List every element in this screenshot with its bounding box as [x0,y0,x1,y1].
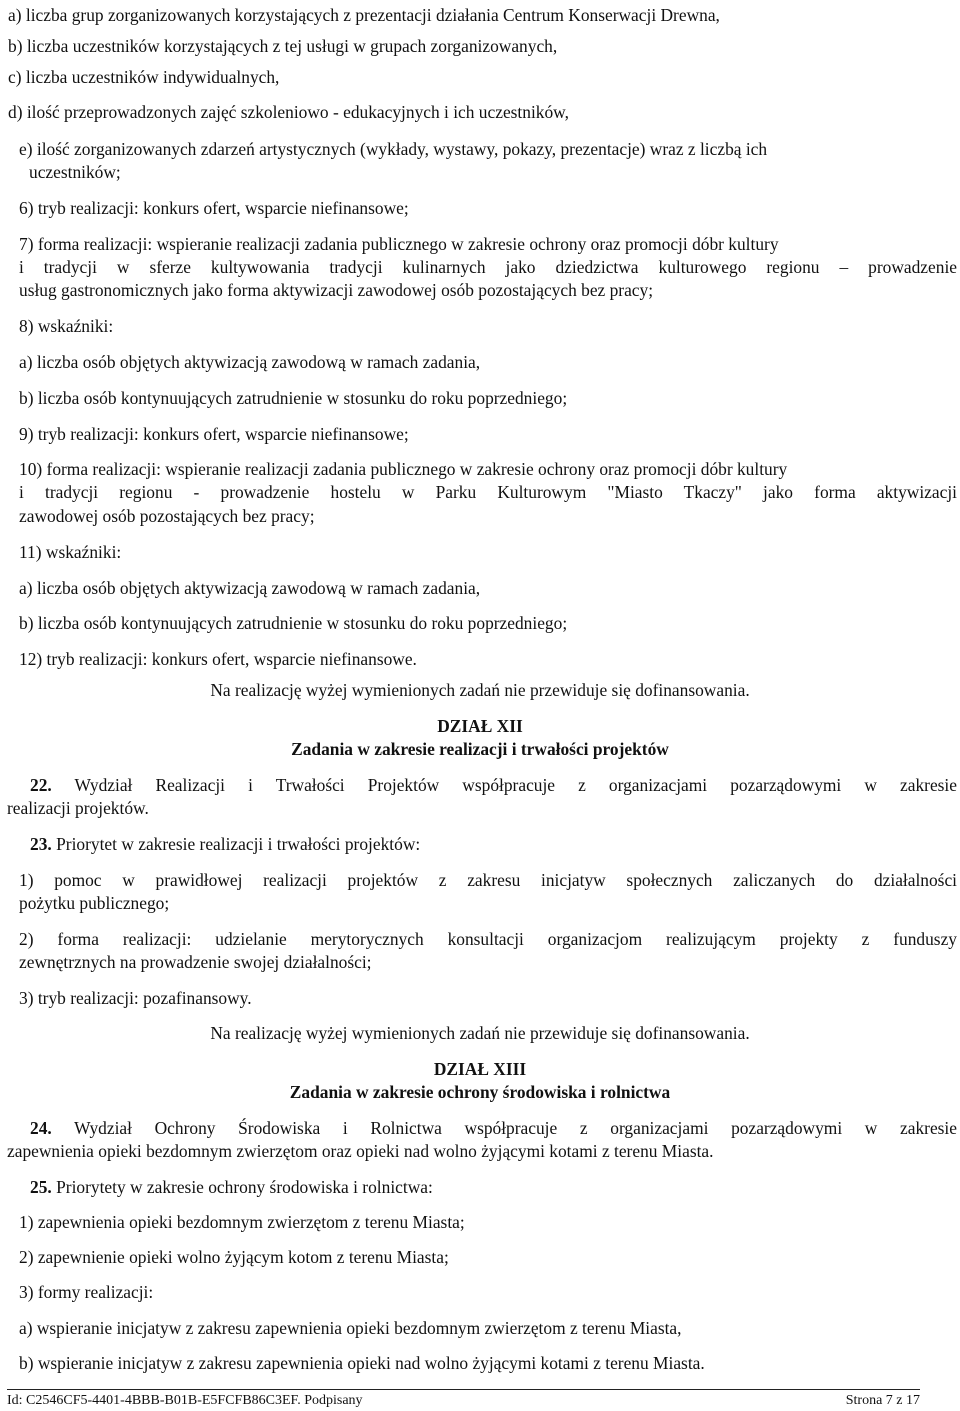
paragraph-number: 24. [30,1118,52,1138]
paragraph-text: Wydział Ochrony Środowiska i Rolnictwa współpracuje z organizacjami pozarządowymi w zakresie [74,1118,957,1138]
paragraph-text: Wydział Realizacji i Trwałości Projektów współpracuje z organizacjami pozarządowymi w zakresie [74,775,957,795]
list-item: a) wspieranie inicjatyw z zakresu zapewnienia opieki bezdomnym zwierzętom z terenu Miasta, [19,1318,682,1338]
list-item: zewnętrznych na prowadzenie swojej działalności; [19,952,372,972]
funding-note: Na realizację wyżej wymienionych zadań nie przewiduje się dofinansowania. [210,680,750,700]
list-item: 7) forma realizacji: wspieranie realizacji zadania publicznego w zakresie ochrony oraz promocji dóbr kultury [19,234,779,254]
list-item: 10) forma realizacji: wspieranie realizacji zadania publicznego w zakresie ochrony oraz promocji dóbr kultury [19,459,788,479]
section-heading: DZIAŁ XIII [433,1059,527,1079]
list-item: 6) tryb realizacji: konkurs ofert, wsparcie niefinansowe; [19,198,409,218]
paragraph-23 [30,833,420,855]
list-item: b) liczba osób kontynuujących zatrudnienie w stosunku do roku poprzedniego; [19,613,568,633]
list-item: 3) formy realizacji: [19,1282,154,1302]
list-item: 1) zapewnienia opieki bezdomnym zwierzętom z terenu Miasta; [19,1212,465,1232]
paragraph-text: zapewnienia opieki bezdomnym zwierzętom oraz opieki nad wolno żyjącymi kotami z terenu Miasta. [7,1141,714,1161]
paragraph-number: 22. [30,775,52,795]
list-item: 2) zapewnienie opieki wolno żyjącym kotom z terenu Miasta; [19,1247,449,1267]
list-item: d) ilość przeprowadzonych zajęć szkoleniowo - edukacyjnych i ich uczestników, [8,102,569,122]
funding-note: Na realizację wyżej wymienionych zadań nie przewiduje się dofinansowania. [210,1023,750,1043]
list-item: b) liczba uczestników korzystających z tej usługi w grupach zorganizowanych, [8,36,558,56]
list-item: a) liczba osób objętych aktywizacją zawodową w ramach zadania, [19,352,481,372]
paragraph-25 [30,1176,433,1198]
list-item: usług gastronomicznych jako forma aktywizacji zawodowej osób pozostających bez pracy; [19,280,654,300]
paragraph-number: 23. [30,834,52,854]
list-item: b) liczba osób kontynuujących zatrudnienie w stosunku do roku poprzedniego; [19,388,568,408]
list-item: 9) tryb realizacji: konkurs ofert, wsparcie niefinansowe; [19,424,409,444]
footer-divider [7,1389,920,1390]
page-number: Strona 7 z 17 [845,1393,920,1408]
list-item: c) liczba uczestników indywidualnych, [8,67,280,87]
list-item: zawodowej osób pozostających bez pracy; [19,506,315,526]
list-item: e) ilość zorganizowanych zdarzeń artystycznych (wykłady, wystawy, pokazy, prezentacje) wraz z liczbą ich [19,139,768,159]
paragraph-22 [30,774,957,796]
document-id: Id: C2546CF5-4401-4BBB-B01B-E5FCFB86C3EF. Podpisany [7,1393,363,1408]
list-item: 12) tryb realizacji: konkurs ofert, wsparcie niefinansowe. [19,649,417,669]
list-item: a) liczba osób objętych aktywizacją zawodową w ramach zadania, [19,578,481,598]
list-item: i tradycji regionu - prowadzenie hostelu w Parku Kulturowym "Miasto Tkaczy" jako forma aktywizacji [19,482,957,502]
list-item: pożytku publicznego; [19,893,170,913]
list-item: 1) pomoc w prawidłowej realizacji projektów z zakresu inicjatyw społecznych zaliczanych do działalności [19,870,957,890]
section-title: Zadania w zakresie ochrony środowiska i rolnictwa [289,1082,671,1102]
list-item: 11) wskaźniki: [19,542,122,562]
list-item: 2) forma realizacji: udzielanie merytorycznych konsultacji organizacjom realizującym projekty z funduszy [19,929,957,949]
list-item: i tradycji w sferze kultywowania tradycji kulinarnych jako dziedzictwa kulturowego regionu – prowadzenie [19,257,957,277]
list-item: uczestników; [29,162,121,182]
section-title: Zadania w zakresie realizacji i trwałości projektów [291,739,669,759]
section-heading: DZIAŁ XII [437,716,523,736]
paragraph-text: realizacji projektów. [7,798,149,818]
list-item: b) wspieranie inicjatyw z zakresu zapewnienia opieki nad wolno żyjącymi kotami z terenu Miasta. [19,1353,705,1373]
paragraph-text: Priorytet w zakresie realizacji i trwałości projektów: [56,834,421,854]
page-footer [7,1392,920,1410]
list-item: a) liczba grup zorganizowanych korzystających z prezentacji działania Centrum Konserwacji Drewna, [8,5,720,25]
paragraph-24 [30,1117,957,1139]
paragraph-text: Priorytety w zakresie ochrony środowiska i rolnictwa: [56,1177,433,1197]
list-item: 8) wskaźniki: [19,316,114,336]
list-item: 3) tryb realizacji: pozafinansowy. [19,988,252,1008]
paragraph-number: 25. [30,1177,52,1197]
